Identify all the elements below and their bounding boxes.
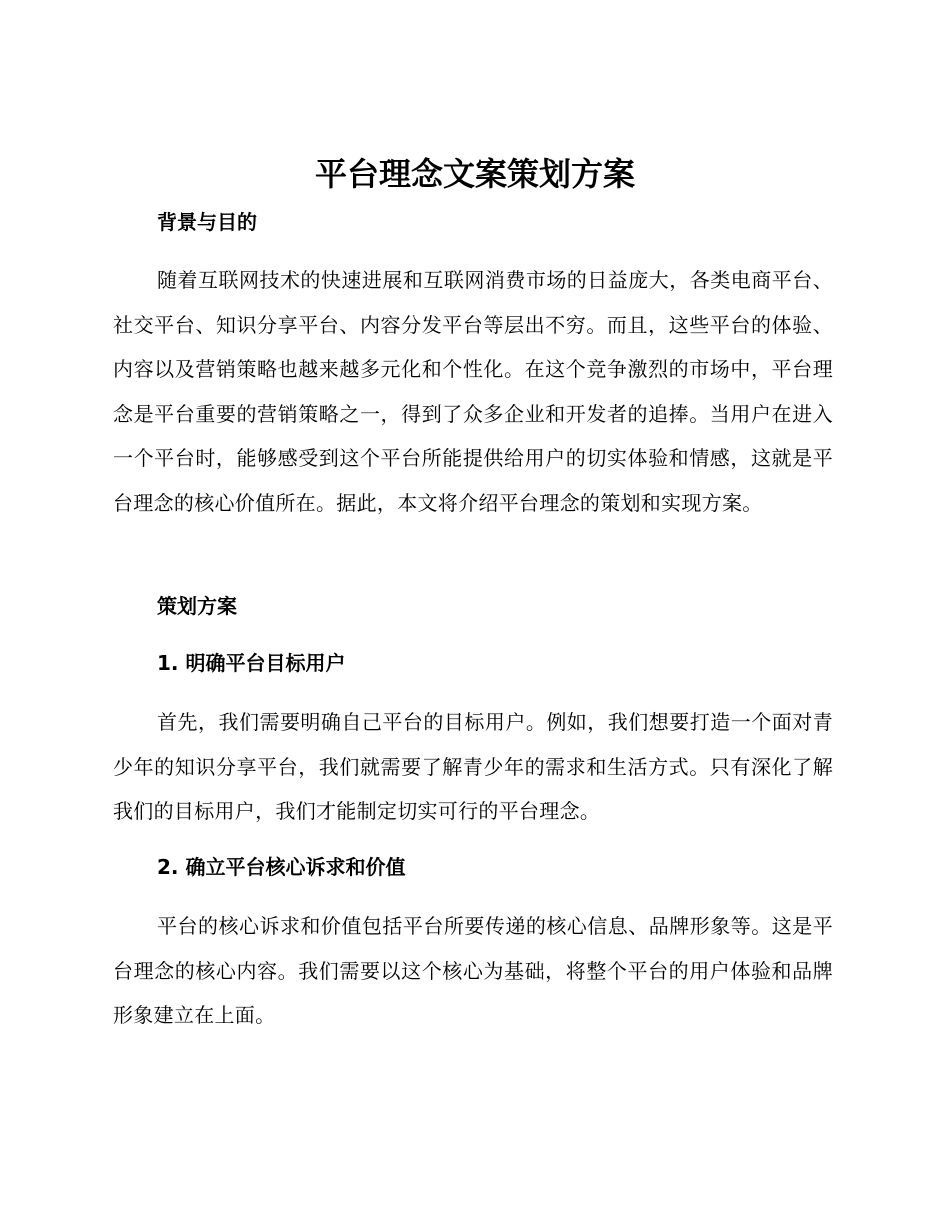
- section-heading-plan: 策划方案: [157, 594, 237, 618]
- step2-paragraph: 平台的核心诉求和价值包括平台所要传递的核心信息、品牌形象等。这是平台理念的核心内容。我们需要以这个核心为基础，将整个平台的用户体验和品牌形象建立在上面。: [113, 914, 833, 1028]
- document-title: 平台理念文案策划方案: [314, 155, 635, 193]
- step1-paragraph: 首先，我们需要明确自己平台的目标用户。例如，我们想要打造一个面对青少年的知识分享平台，我们就需要了解青少年的需求和生活方式。只有深化了解我们的目标用户，我们才能制定切实可行的平台理念。: [113, 710, 833, 824]
- background-paragraph: 随着互联网技术的快速进展和互联网消费市场的日益庞大，各类电商平台、社交平台、知识分享平台、内容分发平台等层出不穷。而且，这些平台的体验、内容以及营销策略也越来越多元化和个性化。在这个竞争激烈的市场中，平台理念是平台重要的营销策略之一，得到了众多企业和开发者的追捧。当用户在进入一个平台时，能够感受到这个平台所能提供给用户的切实体验和情感，这就是平台理念的核心价值所在。据此，本文将介绍平台理念的策划和实现方案。: [113, 268, 833, 515]
- subheading-step1: 1. 明确平台目标用户: [157, 651, 346, 675]
- subheading-step2: 2. 确立平台核心诉求和价值: [157, 855, 406, 879]
- section-heading-background: 背景与目的: [157, 210, 257, 234]
